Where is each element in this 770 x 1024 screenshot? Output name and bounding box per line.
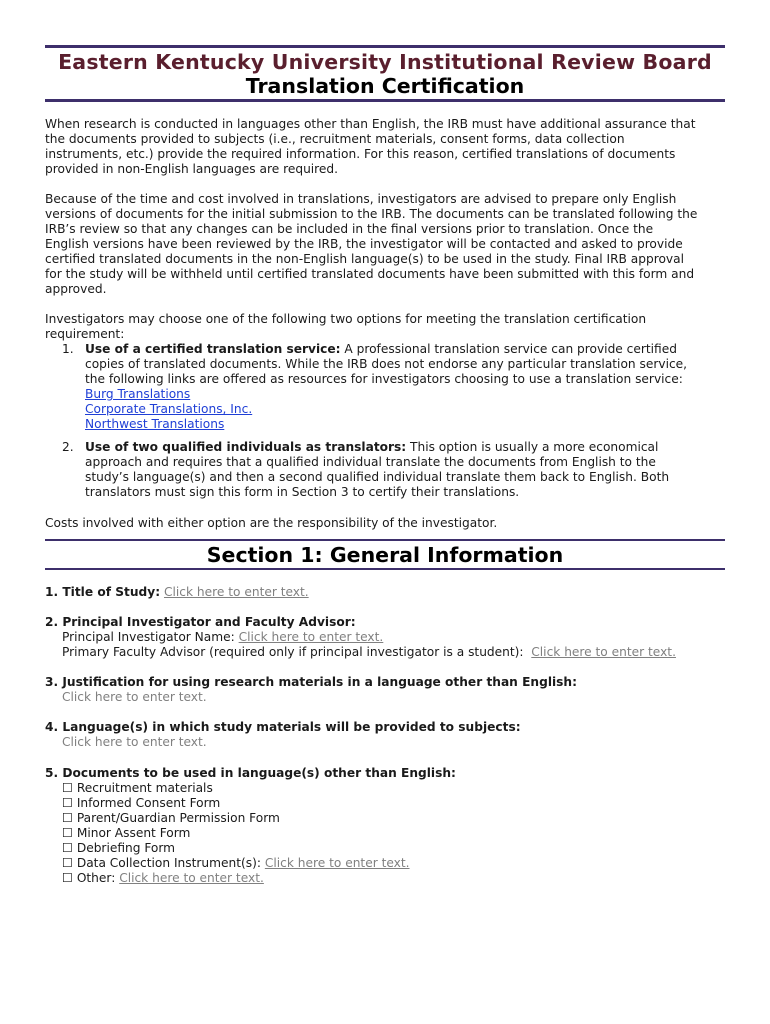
question-3 [45, 675, 725, 690]
checkbox-label: Data Collection Instrument(s): [76, 856, 261, 870]
faculty-advisor-row [62, 645, 725, 660]
text-line: certified translated documents in the non-English language(s) to be used in the study. Final IRB approval [45, 252, 685, 266]
faculty-advisor-label: Primary Faculty Advisor (required only if principal investigator is a student): [62, 645, 524, 659]
languages-row [62, 735, 725, 750]
text-line: approved. [45, 282, 107, 296]
header-top-rule [45, 45, 725, 48]
text-line: study’s language(s) and then a second qualified individual translate them back to English. Both [85, 470, 670, 484]
text-line: for the study will be withheld until certified translated documents have been submitted with this form and [45, 267, 695, 281]
text-line: This option is usually a more economical [406, 440, 659, 454]
question-2-label: 2. Principal Investigator and Faculty Advisor: [45, 615, 356, 629]
text-line: IRB’s review so that any changes can be included in the final versions prior to translation. Once the [45, 222, 654, 236]
option-1-number: 1. [62, 342, 74, 356]
question-2 [45, 615, 725, 630]
intro-paragraph-2 [45, 192, 725, 297]
languages-field[interactable]: Click here to enter text. [62, 735, 207, 749]
text-line: A professional translation service can provide certified [340, 342, 677, 356]
checkbox-row [62, 871, 725, 886]
link-corporate-translations[interactable]: Corporate Translations, Inc. [85, 402, 253, 416]
section-bottom-rule [45, 568, 725, 570]
checkbox-recruitment-materials[interactable]: ☐ [62, 781, 73, 795]
question-4 [45, 720, 725, 735]
pi-name-label: Principal Investigator Name: [62, 630, 235, 644]
pi-name-row [62, 630, 725, 645]
text-line: versions of documents for the initial submission to the IRB. The documents can be translated following the [45, 207, 698, 221]
section-1-title: Section 1: General Information [206, 543, 564, 567]
option-1-heading: Use of a certified translation service: [85, 342, 341, 356]
link-burg-translations[interactable]: Burg Translations [85, 387, 191, 401]
checkbox-label: Other: [76, 871, 116, 885]
question-5 [45, 766, 725, 781]
checkbox-data-collection[interactable]: ☐ [62, 856, 73, 870]
checkbox-row [62, 781, 725, 796]
checkbox-informed-consent[interactable]: ☐ [62, 796, 73, 810]
checkbox-row [62, 841, 725, 856]
justification-row [62, 690, 725, 705]
other-field[interactable]: Click here to enter text. [119, 871, 264, 885]
option-2-heading: Use of two qualified individuals as translators: [85, 440, 407, 454]
costs-note: Costs involved with either option are the responsibility of the investigator. [45, 516, 498, 530]
checkbox-label: Debriefing Form [76, 841, 176, 855]
text-line: requirement: [45, 327, 125, 341]
text-line: approach and requires that a qualified individual translate the documents from English to the [85, 455, 656, 469]
university-title: Eastern Kentucky University Institutional Review Board [58, 50, 712, 74]
text-line: Investigators may choose one of the following two options for meeting the translation certification [45, 312, 647, 326]
pi-name-field[interactable]: Click here to enter text. [238, 630, 384, 644]
documents-checklist [62, 781, 725, 886]
checkbox-debriefing[interactable]: ☐ [62, 841, 73, 855]
text-line: translators must sign this form in Section 3 to certify their translations. [85, 485, 520, 499]
option-2 [85, 440, 725, 500]
text-line: copies of translated documents. While the IRB does not endorse any particular translation service, [85, 357, 688, 371]
question-3-label: 3. Justification for using research materials in a language other than English: [45, 675, 577, 689]
checkbox-label: Recruitment materials [76, 781, 213, 795]
header-bottom-rule [45, 99, 725, 102]
text-line: the following links are offered as resources for investigators choosing to use a translation service: [85, 372, 683, 386]
intro-paragraph-1 [45, 117, 725, 177]
justification-field[interactable]: Click here to enter text. [62, 690, 207, 704]
checkbox-row [62, 811, 725, 826]
option-2-number: 2. [62, 440, 74, 454]
faculty-advisor-field[interactable]: Click here to enter text. [531, 645, 676, 659]
text-line: When research is conducted in languages other than English, the IRB must have additional assurance that [45, 117, 696, 131]
data-collection-field[interactable]: Click here to enter text. [264, 856, 410, 870]
checkbox-row [62, 796, 725, 811]
question-1 [45, 585, 725, 600]
option-1 [85, 342, 725, 432]
title-of-study-field[interactable]: Click here to enter text. [163, 585, 309, 599]
text-line: Because of the time and cost involved in translations, investigators are advised to prepare only English [45, 192, 677, 206]
text-line: instruments, etc.) provide the required information. For this reason, certified translations of documents [45, 147, 676, 161]
checkbox-label: Parent/Guardian Permission Form [76, 811, 280, 825]
text-line: English versions have been reviewed by the IRB, the investigator will be contacted and asked to provide [45, 237, 683, 251]
text-line: the documents provided to subjects (i.e., recruitment materials, consent forms, data collection [45, 132, 625, 146]
checkbox-row [62, 856, 725, 871]
question-5-label: 5. Documents to be used in language(s) other than English: [45, 766, 456, 780]
checkbox-label: Informed Consent Form [76, 796, 221, 810]
checkbox-row [62, 826, 725, 841]
link-northwest-translations[interactable]: Northwest Translations [85, 417, 225, 431]
intro-paragraph-3 [45, 312, 725, 342]
question-4-label: 4. Language(s) in which study materials will be provided to subjects: [45, 720, 521, 734]
checkbox-other[interactable]: ☐ [62, 871, 73, 885]
checkbox-label: Minor Assent Form [76, 826, 191, 840]
form-title: Translation Certification [245, 74, 525, 98]
question-1-label: 1. Title of Study: [45, 585, 161, 599]
section-top-rule [45, 539, 725, 541]
checkbox-minor-assent[interactable]: ☐ [62, 826, 73, 840]
checkbox-parent-permission[interactable]: ☐ [62, 811, 73, 825]
text-line: provided in non-English languages are required. [45, 162, 339, 176]
